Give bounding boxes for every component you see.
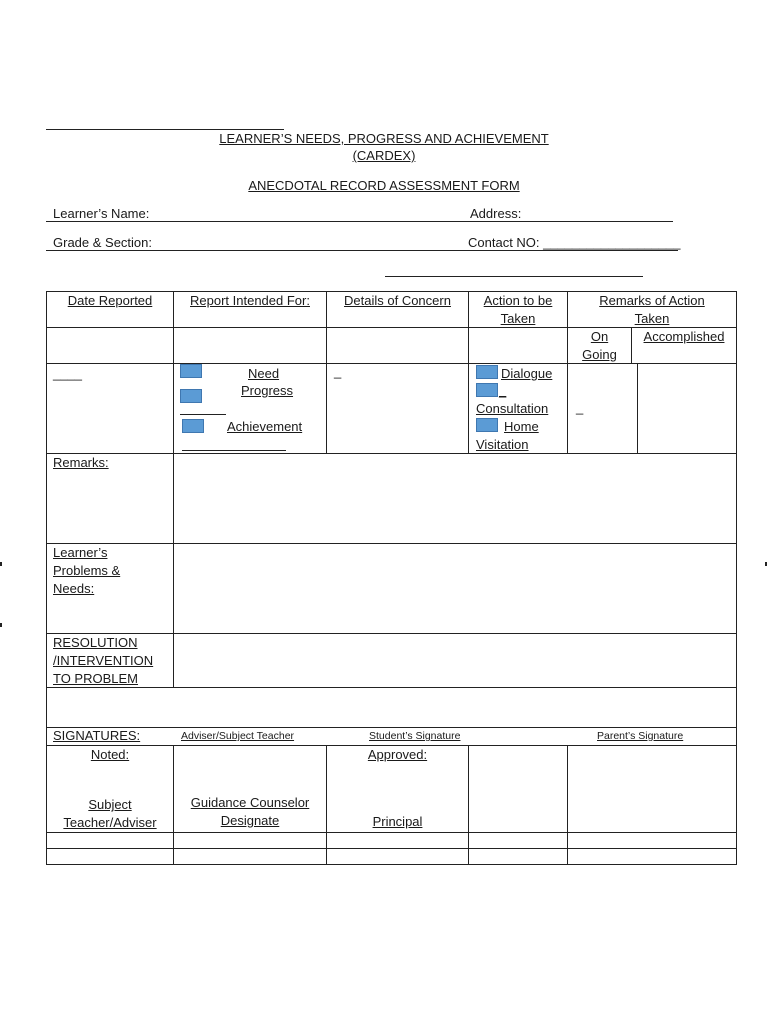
subject-teacher-line1: Subject bbox=[88, 797, 132, 812]
progress-underline bbox=[180, 414, 226, 415]
action-option-blank: _ bbox=[499, 383, 507, 398]
margin-mark-left-2 bbox=[0, 623, 2, 627]
header-action-line2: Taken bbox=[500, 311, 536, 326]
action-option-consultation: Consultation bbox=[476, 401, 549, 416]
noted-label: Noted: bbox=[90, 747, 130, 762]
sub-action-cell bbox=[468, 327, 568, 364]
entry-details-placeholder: _ bbox=[334, 364, 342, 379]
blank-row-2b[interactable] bbox=[173, 832, 327, 849]
blank-row-2d[interactable] bbox=[468, 832, 568, 849]
entry-remarks-placeholder: _ bbox=[576, 400, 584, 415]
problems-label-line3: Needs: bbox=[53, 581, 95, 596]
blank-row-3e[interactable] bbox=[567, 848, 737, 865]
form-name: ANECDOTAL RECORD ASSESSMENT FORM bbox=[248, 178, 520, 193]
home-visitation-checkbox[interactable] bbox=[476, 418, 498, 432]
top-rule bbox=[46, 129, 284, 130]
action-option-visitation: Visitation bbox=[476, 437, 529, 452]
header-accomplished: Accomplished bbox=[643, 329, 725, 344]
contact-label: Contact NO: ___________________ bbox=[468, 235, 681, 250]
need-checkbox[interactable] bbox=[180, 364, 202, 378]
problems-input-cell[interactable] bbox=[173, 543, 737, 634]
signature-adviser-label: Adviser/Subject Teacher bbox=[181, 730, 295, 742]
header-details-concern: Details of Concern bbox=[344, 293, 451, 308]
guidance-counselor-line2: Designate bbox=[220, 813, 280, 828]
dialogue-checkbox[interactable] bbox=[476, 365, 498, 379]
remarks-input-cell[interactable] bbox=[173, 453, 737, 544]
form-title-line2: (CARDEX) bbox=[352, 148, 416, 163]
achievement-underline bbox=[182, 450, 286, 451]
margin-mark-left-1 bbox=[0, 562, 2, 566]
blank-row-3d[interactable] bbox=[468, 848, 568, 865]
header-remarks-line1: Remarks of Action bbox=[599, 293, 705, 308]
blank-row-3a[interactable] bbox=[46, 848, 174, 865]
signature-blank-cell-1[interactable] bbox=[468, 745, 568, 833]
resolution-input-cell[interactable] bbox=[173, 633, 737, 688]
entry-details-cell[interactable] bbox=[326, 363, 469, 454]
resolution-label-line2: /INTERVENTION bbox=[53, 653, 154, 668]
blank-row-2a[interactable] bbox=[46, 832, 174, 849]
consultation-checkbox[interactable] bbox=[476, 383, 498, 397]
blank-row-3b[interactable] bbox=[173, 848, 327, 865]
report-option-progress: Progress bbox=[241, 383, 294, 398]
learners-name-line[interactable] bbox=[46, 221, 673, 222]
achievement-checkbox[interactable] bbox=[182, 419, 204, 433]
guidance-counselor-line1: Guidance Counselor bbox=[190, 795, 310, 810]
problems-label-line2: Problems & bbox=[53, 563, 121, 578]
header-remarks-line2: Taken bbox=[634, 311, 670, 326]
grade-section-label: Grade & Section: bbox=[53, 235, 152, 250]
address-label: Address: bbox=[470, 206, 522, 221]
sub-date-cell bbox=[46, 327, 174, 364]
margin-mark-right bbox=[765, 562, 767, 566]
sub-report-cell bbox=[173, 327, 327, 364]
form-title-line1: LEARNER’S NEEDS, PROGRESS AND ACHIEVEMENT bbox=[219, 131, 549, 146]
header-ongoing-line2: Going bbox=[582, 347, 617, 362]
signature-blank-cell-2[interactable] bbox=[567, 745, 737, 833]
entry-date-placeholder: ____ bbox=[53, 366, 82, 381]
resolution-label-line1: RESOLUTION bbox=[53, 635, 138, 650]
principal-label: Principal bbox=[372, 814, 423, 829]
action-option-home: Home bbox=[504, 419, 539, 434]
blank-row-2e[interactable] bbox=[567, 832, 737, 849]
action-option-dialogue: Dialogue bbox=[501, 366, 553, 381]
header-action-line1: Action to be bbox=[483, 293, 553, 308]
blank-row-3c[interactable] bbox=[326, 848, 469, 865]
subject-teacher-line2: Teacher/Adviser bbox=[63, 815, 157, 830]
entry-accomplished-cell[interactable] bbox=[637, 363, 737, 454]
report-option-need: Need bbox=[248, 366, 280, 381]
blank-row-2c[interactable] bbox=[326, 832, 469, 849]
signature-parent-label: Parent’s Signature bbox=[597, 730, 684, 742]
sub-details-cell bbox=[326, 327, 469, 364]
report-option-achievement: Achievement bbox=[227, 419, 303, 434]
blank-row[interactable] bbox=[46, 687, 737, 728]
assessment-table bbox=[46, 291, 737, 865]
grade-section-line[interactable] bbox=[46, 250, 678, 251]
approved-label: Approved: bbox=[367, 747, 428, 762]
header-report-intended: Report Intended For: bbox=[190, 293, 310, 308]
resolution-label-line3: TO PROBLEM bbox=[53, 671, 139, 686]
header-date-reported: Date Reported bbox=[67, 293, 153, 308]
signatures-label: SIGNATURES: bbox=[53, 728, 141, 743]
problems-label-line1: Learner’s bbox=[53, 545, 108, 560]
signature-student-label: Student’s Signature bbox=[369, 730, 461, 742]
header-ongoing-line1: On bbox=[590, 329, 609, 344]
learners-name-label: Learner’s Name: bbox=[53, 206, 150, 221]
remarks-label: Remarks: bbox=[53, 455, 109, 470]
progress-checkbox[interactable] bbox=[180, 389, 202, 403]
extra-rule bbox=[385, 276, 643, 277]
